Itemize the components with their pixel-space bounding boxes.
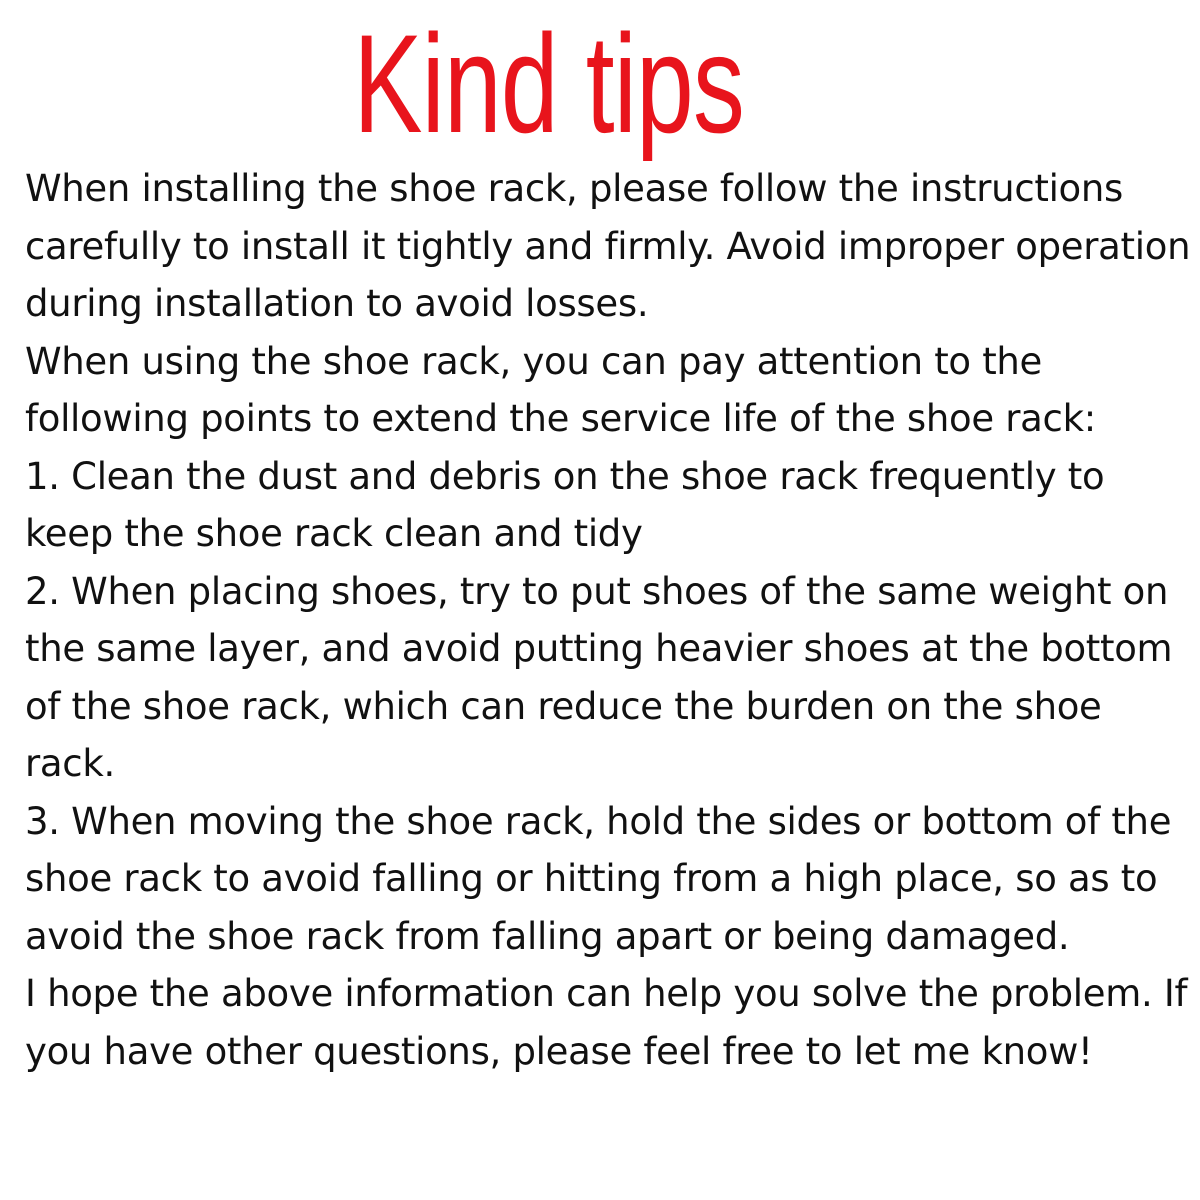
tip-item-2: 2. When placing shoes, try to put shoes of the same weight on the same layer, and avoid putting heavier shoes at the bottom of the shoe rack, which can reduce the burden on the shoe rack. bbox=[25, 569, 1173, 785]
page-title: Kind tips bbox=[353, 5, 745, 162]
install-instructions-paragraph: When installing the shoe rack, please follow the instructions carefully to install it tightly and firmly. Avoid improper operation during installation to avoid losses. bbox=[25, 167, 1191, 325]
usage-intro-paragraph: When using the shoe rack, you can pay attention to the following points to extend the service life of the shoe rack: bbox=[25, 339, 1096, 440]
tip-item-1: 1. Clean the dust and debris on the shoe rack frequently to keep the shoe rack clean and tidy bbox=[25, 454, 1105, 555]
closing-paragraph: I hope the above information can help you solve the problem. If you have other questions, please feel free to let me know! bbox=[25, 972, 1188, 1073]
tips-body bbox=[25, 160, 1195, 1080]
tip-item-3: 3. When moving the shoe rack, hold the sides or bottom of the shoe rack to avoid falling or hitting from a high place, so as to avoid the shoe rack from falling apart or being damaged. bbox=[25, 799, 1172, 958]
